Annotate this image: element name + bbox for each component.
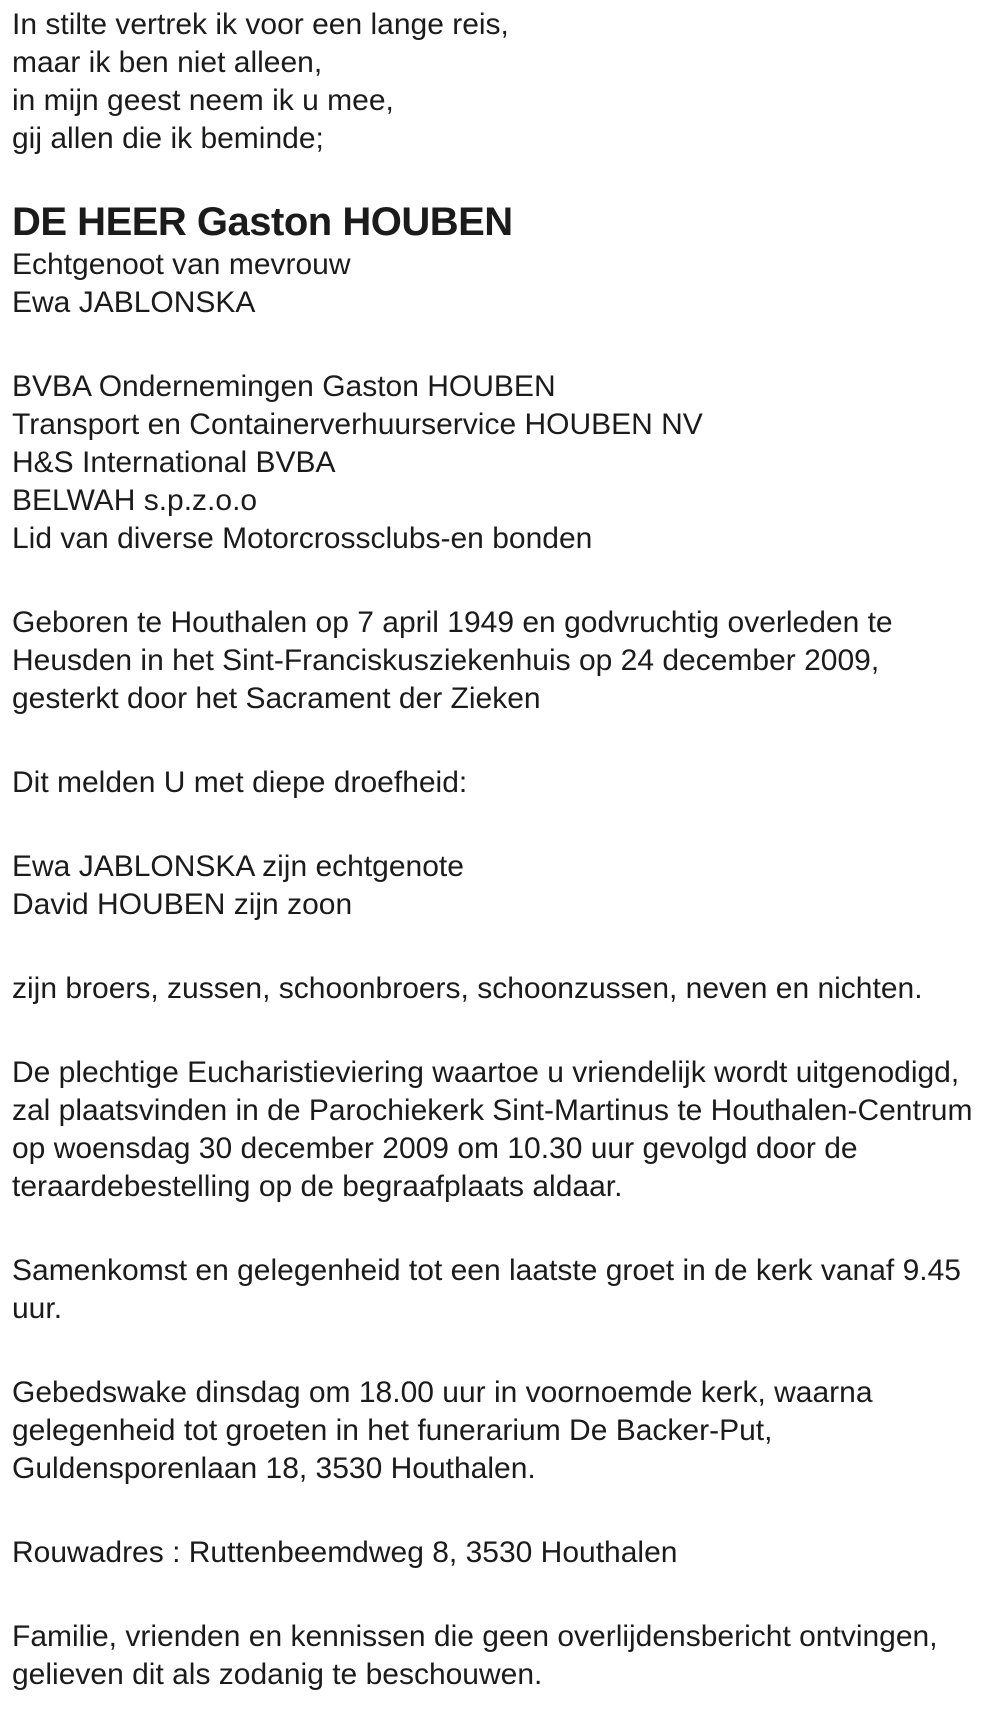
funeral-service-line: zal plaatsvinden in de Parochiekerk Sint-Martinus te Houthalen-Centrum xyxy=(12,1094,973,1127)
affiliation-line: BELWAH s.p.z.o.o xyxy=(12,484,258,517)
announcement-intro: Dit melden U met diepe droefheid: xyxy=(12,766,468,799)
opening-verse-line: In stilte vertrek ik voor een lange reis, xyxy=(12,8,509,41)
affiliation-line: BVBA Ondernemingen Gaston HOUBEN xyxy=(12,370,556,403)
deceased-name-heading: DE HEER Gaston HOUBEN xyxy=(12,200,513,244)
opening-verse xyxy=(12,6,997,158)
opening-verse-line: maar ik ben niet alleen, xyxy=(12,46,323,79)
birth-death-info xyxy=(12,604,997,718)
birth-death-line: Heusden in het Sint-Franciskusziekenhuis op 24 december 2009, xyxy=(12,644,880,677)
opening-verse-line: gij allen die ik beminde; xyxy=(12,122,324,155)
notice-line: gelieven dit als zodanig te beschouwen. xyxy=(12,1658,543,1691)
gathering-line: uur. xyxy=(12,1292,63,1325)
gathering-info xyxy=(12,1252,997,1328)
birth-death-line: gesterkt door het Sacrament der Zieken xyxy=(12,682,541,715)
extended-family: zijn broers, zussen, schoonbroers, schoonzussen, neven en nichten. xyxy=(12,972,923,1005)
funeral-service-line: op woensdag 30 december 2009 om 10.30 uur gevolgd door de xyxy=(12,1132,858,1165)
notice-to-family-friends xyxy=(12,1618,997,1694)
notice-line: Familie, vrienden en kennissen die geen overlijdensbericht ontvingen, xyxy=(12,1620,938,1653)
spouse-name: Ewa JABLONSKA xyxy=(12,286,256,319)
funeral-service-line: De plechtige Eucharistieviering waartoe u vriendelijk wordt uitgenodigd, xyxy=(12,1056,960,1089)
affiliation-line: H&S International BVBA xyxy=(12,446,336,479)
wake-line: Gebedswake dinsdag om 18.00 uur in voornoemde kerk, waarna xyxy=(12,1376,873,1409)
relative-line: Ewa JABLONSKA zijn echtgenote xyxy=(12,850,464,883)
surviving-relatives xyxy=(12,848,997,924)
opening-verse-line: in mijn geest neem ik u mee, xyxy=(12,84,394,117)
affiliations xyxy=(12,368,997,558)
spouse-info-line: Echtgenoot van mevrouw xyxy=(12,248,351,281)
wake-line: Guldensporenlaan 18, 3530 Houthalen. xyxy=(12,1452,536,1485)
affiliation-line: Lid van diverse Motorcrossclubs-en bonden xyxy=(12,522,593,555)
mourning-address: Rouwadres : Ruttenbeemdweg 8, 3530 Houthalen xyxy=(12,1536,678,1569)
wake-line: gelegenheid tot groeten in het funerarium De Backer-Put, xyxy=(12,1414,773,1447)
affiliation-line: Transport en Containerverhuurservice HOUBEN NV xyxy=(12,408,703,441)
birth-death-line: Geboren te Houthalen op 7 april 1949 en godvruchtig overleden te xyxy=(12,606,893,639)
wake-info xyxy=(12,1374,997,1488)
gathering-line: Samenkomst en gelegenheid tot een laatste groet in de kerk vanaf 9.45 xyxy=(12,1254,961,1287)
funeral-service-line: teraardebestelling op de begraafplaats aldaar. xyxy=(12,1170,623,1203)
relative-line: David HOUBEN zijn zoon xyxy=(12,888,353,921)
funeral-service-info xyxy=(12,1054,997,1206)
spouse-info xyxy=(12,246,997,322)
